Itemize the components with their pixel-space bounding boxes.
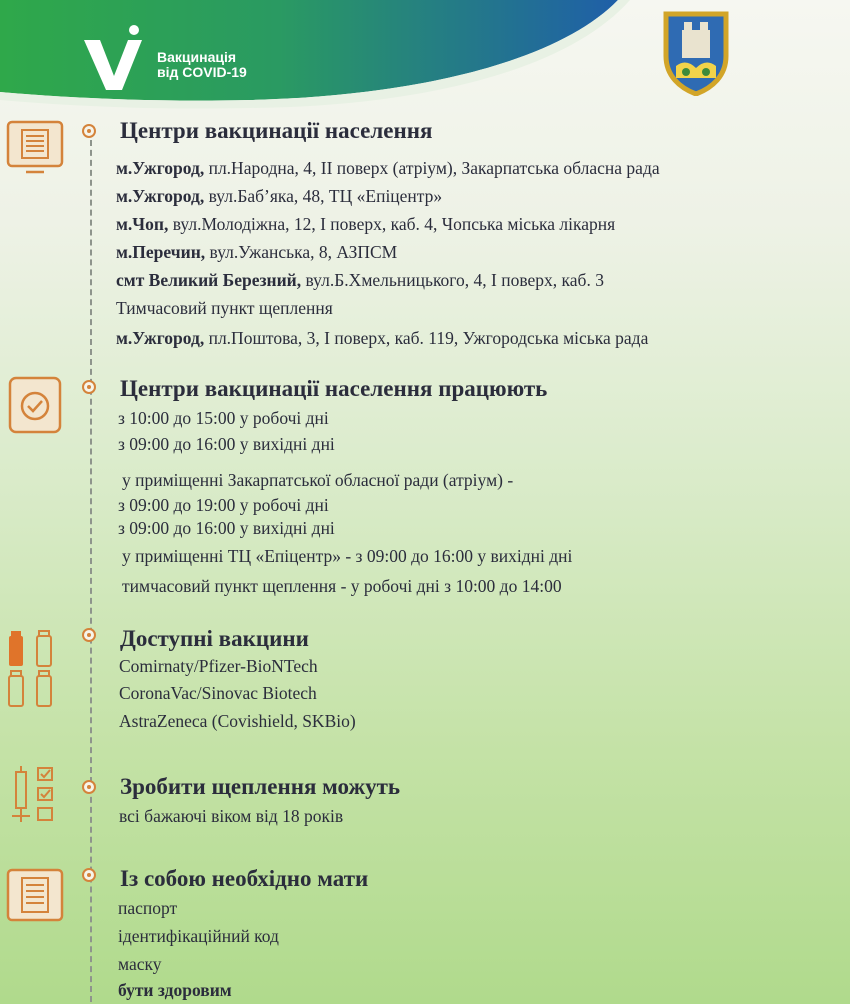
address-text: вул.Б.Хмельницького, 4, І поверх, каб. 3 <box>301 270 604 290</box>
city-label: м.Ужгород, <box>116 158 205 178</box>
timeline-pin <box>82 780 96 794</box>
address-line <box>116 242 397 263</box>
bring-item: маску <box>118 954 162 974</box>
document-monitor-icon <box>6 120 64 176</box>
vaccine-vials-icon <box>6 630 62 710</box>
address-line <box>116 270 604 291</box>
city-label: м.Чоп, <box>116 214 169 234</box>
hours-line: з 09:00 до 16:00 у вихідні дні <box>118 518 335 538</box>
logo-line-1: Вакцинація <box>157 49 237 65</box>
coat-of-arms-icon <box>662 6 730 96</box>
hours-line: у приміщенні Закарпатської обласної ради (атріум) - <box>122 470 514 490</box>
syringe-checklist-icon <box>6 764 62 826</box>
checklist-document-icon <box>6 868 64 924</box>
city-label: смт Великий Березний, <box>116 270 302 290</box>
hours-line: з 10:00 до 15:00 у робочі дні <box>118 408 329 428</box>
vaccine-item: CoronaVac/Sinovac Biotech <box>119 683 317 703</box>
section-title: Зробити щеплення можуть <box>120 774 401 799</box>
hours-line: з 09:00 до 16:00 у вихідні дні <box>118 434 335 454</box>
hours-line: з 09:00 до 19:00 у робочі дні <box>118 495 329 515</box>
timeline-pin <box>82 628 96 642</box>
address-line <box>116 186 442 207</box>
timeline-pin <box>82 380 96 394</box>
vaccine-item: AstraZeneca (Covishield, SKBio) <box>119 711 356 731</box>
address-text: вул.Баб’яка, 48, ТЦ «Епіцентр» <box>204 186 443 206</box>
eligibility-text: всі бажаючі віком від 18 років <box>119 806 344 826</box>
timeline-pin <box>82 868 96 882</box>
address-line <box>116 214 615 235</box>
timeline-pin <box>82 124 96 138</box>
bring-item: ідентифікаційний код <box>118 926 279 946</box>
address-text: вул.Молодіжна, 12, І поверх, каб. 4, Чопська міська лікарня <box>168 214 616 234</box>
address-text: пл.Народна, 4, ІІ поверх (атріум), Закарпатська обласна рада <box>204 158 660 178</box>
address-text: вул.Ужанська, 8, АЗПСМ <box>205 242 398 262</box>
hours-line: тимчасовий пункт щеплення - у робочі дні з 10:00 до 14:00 <box>122 576 562 596</box>
section-title: Із собою необхідно мати <box>120 866 369 891</box>
section-title: Центри вакцинації населення <box>120 118 433 143</box>
logo-text <box>157 50 247 80</box>
address-line <box>116 158 660 179</box>
city-label: м.Ужгород, <box>116 186 205 206</box>
vaccination-logo-icon <box>82 24 152 94</box>
section-title: Центри вакцинації населення працюють <box>120 376 548 401</box>
bring-item-bold: бути здоровим <box>118 980 232 1000</box>
city-label: м.Перечин, <box>116 242 206 262</box>
header-banner <box>0 0 850 110</box>
hours-line: у приміщенні ТЦ «Епіцентр» - з 09:00 до 16:00 у вихідні дні <box>122 546 573 566</box>
section-title: Доступні вакцини <box>120 626 309 651</box>
bring-item: паспорт <box>118 898 178 918</box>
address-line <box>116 298 333 319</box>
city-label: м.Ужгород, <box>116 328 205 348</box>
address-line <box>116 328 648 349</box>
address-text: пл.Поштова, 3, І поверх, каб. 119, Ужгородська міська рада <box>204 328 649 348</box>
vaccine-item: Comirnaty/Pfizer-BioNTech <box>119 656 318 676</box>
logo-line-2: від COVID-19 <box>157 64 247 80</box>
tablet-check-icon <box>6 376 64 436</box>
address-text: Тимчасовий пункт щеплення <box>116 298 333 318</box>
